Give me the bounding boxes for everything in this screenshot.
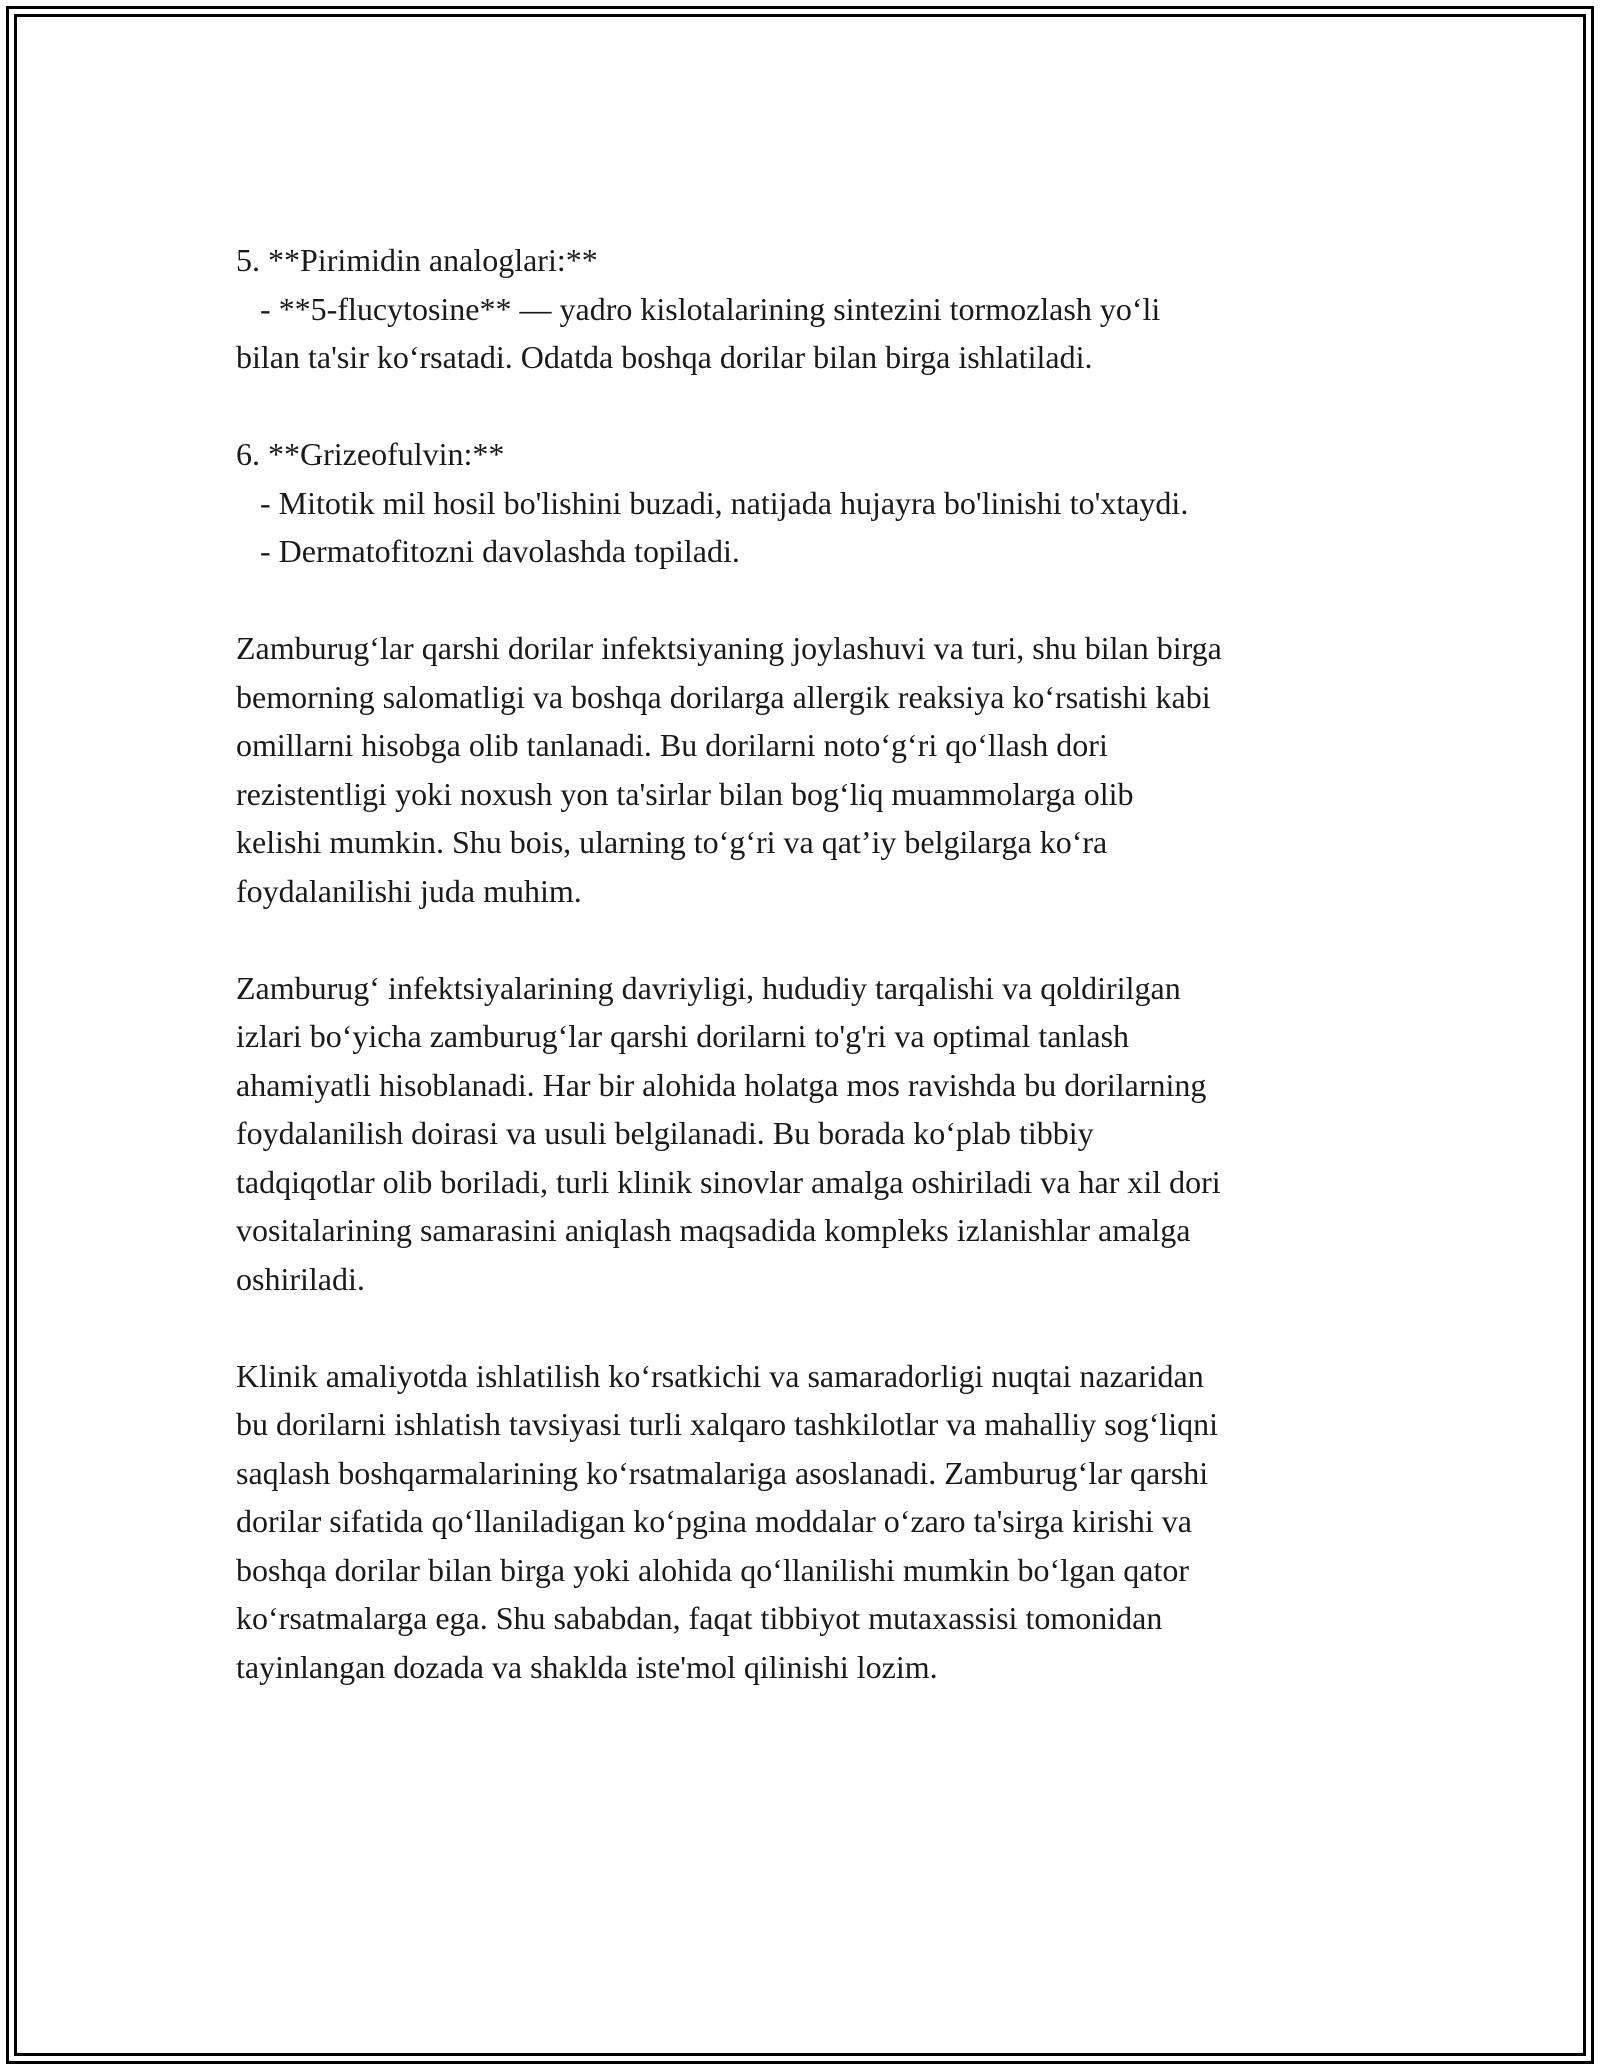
section-6-bullet-1: - Mitotik mil hosil bo'lishini buzadi, natijada hujayra bo'linishi to'xtaydi. [236,484,1189,521]
spacer [236,576,1386,625]
section-5-heading: 5. **Pirimidin analoglari:** [236,242,598,278]
spacer [236,1303,1386,1352]
paragraph-optimal-choice: Zamburug‘ infektsiyalarining davriyligi, hududiy tarqalishi va qoldirilgan izlari bo‘yicha zamburug‘lar qarshi dorilarni to'g'ri va optimal tanlash ahamiyatli hisoblanadi. Har bir alohida holatga mos ravishda bu dorilarning foydalanilish doirasi va usuli belgilanadi. Bu borada ko‘plab tibbiy tadqiqotlar olib boriladi, turli klinik sinovlar amalga oshiriladi va har xil dori vositalarining samarasini aniqlash maqsadida kompleks izlanishlar amalga oshiriladi. [236,969,1221,1297]
document-body [236,236,1386,1691]
section-6-heading: 6. **Grizeofulvin:** [236,436,505,472]
spacer [236,915,1386,964]
spacer [236,382,1386,431]
section-5-bullet-line-1: - **5-flucytosine** — yadro kislotalarining sintezini tormozlash yo‘li [236,290,1161,327]
section-5-bullet-line-2: bilan ta'sir ko‘rsatadi. Odatda boshqa dorilar bilan birga ishlatiladi. [236,339,1093,375]
paragraph-clinical-practice: Klinik amaliyotda ishlatilish ko‘rsatkichi va samaradorligi nuqtai nazaridan bu dorilarni ishlatish tavsiyasi turli xalqaro tashkilotlar va mahalliy sog‘liqni saqlash boshqarmalarining ko‘rsatmalariga asoslanadi. Zamburug‘lar qarshi dorilar sifatida qo‘llaniladigan ko‘pgina moddalar o‘zaro ta'sirga kirishi va boshqa dorilar bilan birga yoki alohida qo‘llanilishi mumkin bo‘lgan qator ko‘rsatmalarga ega. Shu sababdan, faqat tibbiyot mutaxassisi tomonidan tayinlangan dozada va shaklda iste'mol qilinishi lozim. [236,1357,1219,1685]
paragraph-selection-criteria: Zamburug‘lar qarshi dorilar infektsiyaning joylashuvi va turi, shu bilan birga bemorning salomatligi va boshqa dorilarga allergik reaksiya ko‘rsatishi kabi omillarni hisobga olib tanlanadi. Bu dorilarni noto‘g‘ri qo‘llash dori rezistentligi yoki noxush yon ta'sirlar bilan bog‘liq muammolarga olib kelishi mumkin. Shu bois, ularning to‘g‘ri va qat’iy belgilarga ko‘ra foydalanilishi juda muhim. [236,630,1222,909]
section-6-bullet-2: - Dermatofitozni davolashda topiladi. [236,533,740,569]
